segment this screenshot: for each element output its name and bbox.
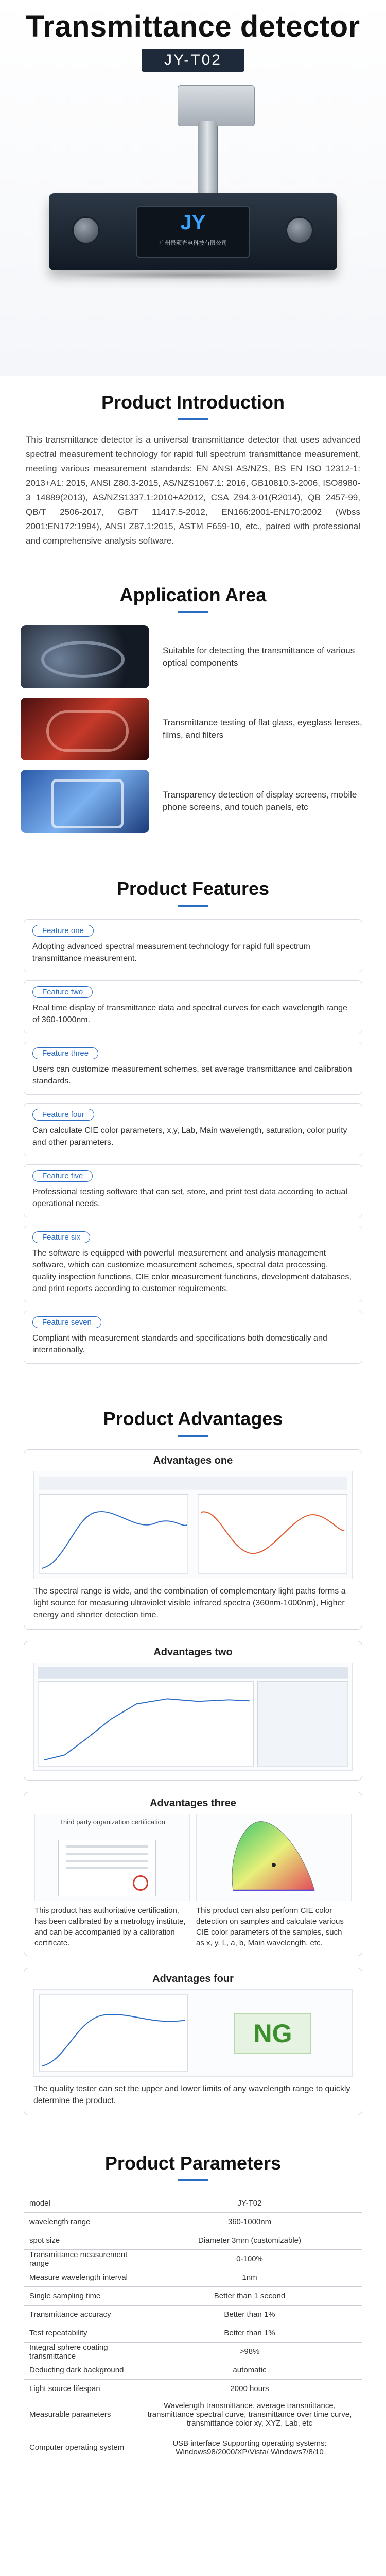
- feature-card: [24, 1042, 362, 1095]
- brand-company-name: 广州景颐光电科技有限公司: [159, 240, 227, 246]
- feature-text: The software is equipped with powerful measurement and analysis management software, which can customize measurement schemes, spectral data processing, quality inspection functions, CIE color measurement functions, development databases, and print reports according to customer requirements.: [32, 1249, 352, 1293]
- section-header: [0, 569, 386, 625]
- table-row: [24, 2398, 362, 2431]
- feature-card: [24, 1226, 362, 1302]
- intro-section: [0, 376, 386, 569]
- section-header: [0, 2137, 386, 2194]
- application-text: Transmittance testing of flat glass, eyeglass lenses, films, and filters: [163, 718, 362, 740]
- device-arm: [198, 121, 217, 198]
- param-name: Transmittance accuracy: [24, 2306, 137, 2324]
- param-name: Transmittance measurement range: [24, 2250, 137, 2268]
- result-panel: [193, 1990, 352, 2076]
- feature-tag: Feature one: [32, 925, 94, 937]
- feature-text: Professional testing software that can set, store, and print test data according to actual operational needs.: [32, 1188, 347, 1208]
- advantage-title: Advantages four: [152, 1973, 234, 1985]
- optical-components-image: [21, 625, 149, 688]
- table-row: [24, 2268, 362, 2287]
- advantage-card: [24, 1449, 362, 1630]
- feature-tag: Feature four: [32, 1109, 94, 1121]
- table-row: [24, 2324, 362, 2343]
- cie-text: This product can also perform CIE color detection on samples and calculate various CIE color parameters of the samples, such as x, y, L, a, b, Main wavelength, etc.: [196, 1906, 344, 1947]
- display-screens-image: [21, 770, 149, 833]
- right-knob: [286, 216, 313, 244]
- param-name: model: [24, 2194, 137, 2213]
- cie-diagram: [196, 1814, 352, 1901]
- param-value: 360-1000nm: [137, 2213, 362, 2231]
- section-header: [0, 1393, 386, 1449]
- table-row: [24, 2194, 362, 2213]
- software-graphic: [34, 1663, 352, 1770]
- seal-icon: [133, 1875, 148, 1891]
- feature-text: Users can customize measurement schemes, set average transmittance and calibration standards.: [32, 1065, 352, 1086]
- feature-tag: Feature seven: [32, 1316, 101, 1328]
- advantage-card: [24, 1968, 362, 2115]
- param-name: Deducting dark background: [24, 2361, 137, 2380]
- heading-underline: [178, 905, 208, 907]
- intro-heading: Product Introduction: [101, 392, 285, 413]
- spectrum-screenshot: [33, 1471, 353, 1579]
- param-name: Measure wavelength interval: [24, 2268, 137, 2287]
- advantage-text: The spectral range is wide, and the combination of complementary light paths forms a light source for measuring ultraviolet visible infrared spectra (360nm-1000nm), Higher energy and shorter detection time.: [33, 1587, 346, 1619]
- table-row: [24, 2380, 362, 2398]
- advantage-title: Advantages three: [150, 1798, 236, 1809]
- param-value: 2000 hours: [137, 2380, 362, 2398]
- pass-fail-figure: [33, 1989, 353, 2077]
- param-value: Better than 1%: [137, 2306, 362, 2324]
- model-badge: JY-T02: [142, 49, 244, 72]
- feature-text: Can calculate CIE color parameters, x,y, Lab, Main wavelength, saturation, color purity and other parameters.: [32, 1126, 347, 1147]
- parameters-table: [24, 2194, 362, 2464]
- application-section: [0, 569, 386, 862]
- param-value: automatic: [137, 2361, 362, 2380]
- limit-graphic: [34, 1990, 193, 2076]
- application-item: [21, 625, 365, 688]
- brand-logo: JY: [180, 211, 206, 234]
- advantages-heading: Product Advantages: [103, 1408, 283, 1429]
- certification-text: This product has authoritative certification, has been calibrated by a metrology institute, and can be accompanied by a calibration certificate.: [34, 1906, 186, 1947]
- intro-text: This transmittance detector is a universal transmittance detector that uses advanced spectral measurement technology for rapid full spectrum transmittance measurement, meeting various measurement standards: EN ANSI AS/NZS, BS EN ISO 12312-1: 2013+A1: 2015, ANSI Z80.3-2015, AS/NZS1067.1: 2016, GB10810.3-2006, ISO8980-3 14889(2013), AS/NZS1337.1:2010+A2012, CSA Z94.3-01(R2014), QB 2457-99, QB/T 2506-2017, GB/T 11417.5-2012, EN166:2001-EN170:2002 (Wbss 2001:EN172:1994), ANSI Z87.1:2015, ASTM F659-10, etc., paired with professional and comprehensive analysis software.: [26, 435, 360, 546]
- param-name: Integral sphere coating transmittance: [24, 2343, 137, 2361]
- param-value: >98%: [137, 2343, 362, 2361]
- param-value: Wavelength transmittance, average transmittance, transmittance spectral curve, transmittance over time curve, transmittance color xy, XYZ, Lab, etc: [137, 2398, 362, 2431]
- limit-chart: [34, 1990, 193, 2076]
- advantage-card: [24, 1641, 362, 1781]
- feature-tag: Feature six: [32, 1231, 90, 1243]
- table-row: [24, 2250, 362, 2268]
- feature-card: [24, 1311, 362, 1364]
- parameters-heading: Product Parameters: [104, 2153, 282, 2174]
- param-name: Computer operating system: [24, 2431, 137, 2464]
- heading-underline: [178, 611, 208, 613]
- advantage-text: The quality tester can set the upper and lower limits of any wavelength range to quickly determine the product.: [33, 2084, 350, 2105]
- param-name: Single sampling time: [24, 2287, 137, 2306]
- feature-card: [24, 980, 362, 1033]
- advantage-title: Advantages one: [153, 1455, 233, 1466]
- feature-card: [24, 919, 362, 972]
- cie-chromaticity-graphic: [197, 1814, 351, 1901]
- certification-label: Third party organization certification: [59, 1818, 165, 1826]
- feature-tag: Feature five: [32, 1170, 93, 1182]
- feature-tag: Feature two: [32, 986, 93, 998]
- ng-result-badge: NG: [234, 2013, 311, 2054]
- application-text: Transparency detection of display screens, mobile phone screens, and touch panels, etc: [163, 790, 357, 812]
- param-value: Better than 1 second: [137, 2287, 362, 2306]
- heading-underline: [178, 418, 208, 420]
- param-value: 0-100%: [137, 2250, 362, 2268]
- param-value: JY-T02: [137, 2194, 362, 2213]
- param-name: wavelength range: [24, 2213, 137, 2231]
- certificate-card: [58, 1840, 156, 1896]
- section-header: [0, 862, 386, 919]
- table-row: [24, 2287, 362, 2306]
- table-row: [24, 2306, 362, 2324]
- application-heading: Application Area: [119, 584, 267, 605]
- features-heading: Product Features: [116, 878, 270, 899]
- param-value: 1nm: [137, 2268, 362, 2287]
- table-row: [24, 2343, 362, 2361]
- param-value: Diameter 3mm (customizable): [137, 2231, 362, 2250]
- glass-lenses-image: [21, 698, 149, 760]
- section-header: [0, 376, 386, 433]
- cie-column: [193, 1814, 355, 1948]
- feature-card: [24, 1103, 362, 1156]
- product-image: [49, 121, 337, 276]
- heading-underline: [178, 2179, 208, 2181]
- feature-text: Real time display of transmittance data and spectral curves for each wavelength range of 360-1000nm.: [32, 1004, 347, 1024]
- parameters-section: [0, 2137, 386, 2495]
- table-row: [24, 2361, 362, 2380]
- certificate-image: [34, 1814, 190, 1901]
- spectrum-graphic: [34, 1471, 352, 1579]
- feature-tag: Feature three: [32, 1047, 98, 1059]
- page-title: Transmittance detector: [26, 10, 360, 43]
- device-head: [178, 85, 255, 126]
- param-name: Light source lifespan: [24, 2380, 137, 2398]
- feature-card: [24, 1164, 362, 1217]
- device-shadow: [59, 270, 327, 280]
- advantages-section: [0, 1393, 386, 2137]
- heading-underline: [178, 1435, 208, 1437]
- feature-text: Adopting advanced spectral measurement technology for rapid full spectrum transmittance measurement.: [32, 942, 310, 963]
- application-item: [21, 698, 365, 760]
- application-item: [21, 770, 365, 833]
- application-text: Suitable for detecting the transmittance of various optical components: [163, 646, 355, 668]
- param-name: Test repeatability: [24, 2324, 137, 2343]
- advantage-title: Advantages two: [153, 1647, 233, 1658]
- advantage-card: [24, 1792, 362, 1956]
- param-value: Better than 1%: [137, 2324, 362, 2343]
- param-name: Measurable parameters: [24, 2398, 137, 2431]
- left-knob: [72, 216, 100, 244]
- param-value: USB interface Supporting operating systems: Windows98/2000/XP/Vista/ Windows7/8/10: [137, 2431, 362, 2464]
- features-section: [0, 862, 386, 1393]
- table-row: [24, 2431, 362, 2464]
- certification-column: [31, 1814, 193, 1948]
- param-name: spot size: [24, 2231, 137, 2250]
- hero-section: [0, 0, 386, 376]
- table-row: [24, 2213, 362, 2231]
- table-row: [24, 2231, 362, 2250]
- software-screenshot: [33, 1663, 353, 1771]
- feature-text: Compliant with measurement standards and specifications both domestically and internationally.: [32, 1334, 327, 1354]
